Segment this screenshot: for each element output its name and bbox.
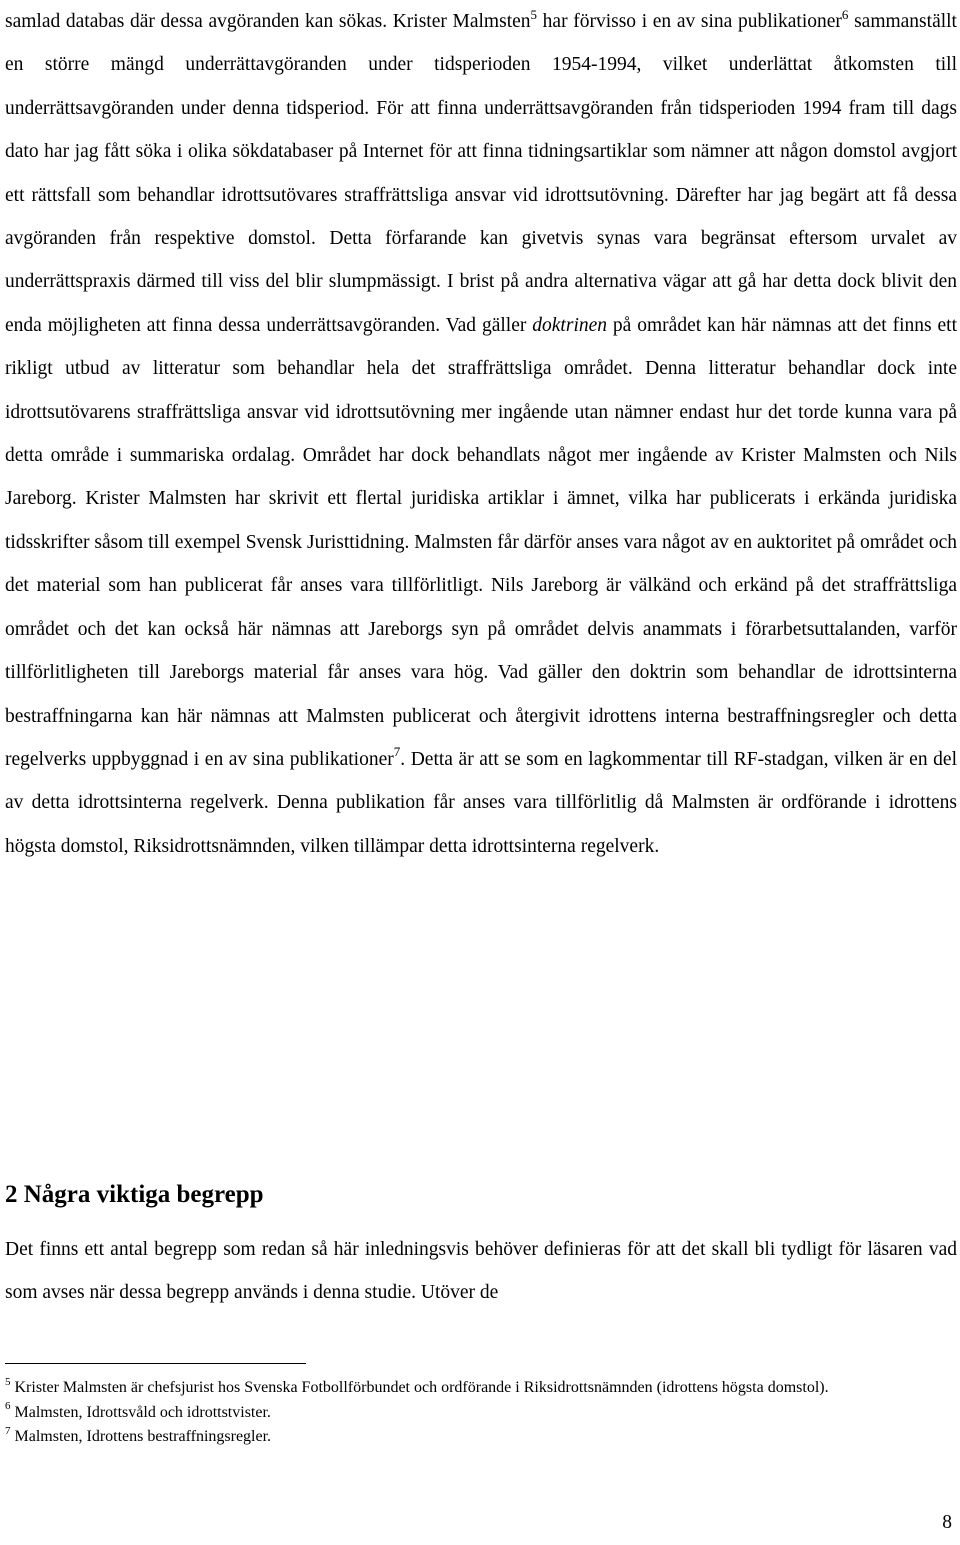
page-number: 8 (942, 1512, 952, 1533)
paragraph-text: sammanställt en större mängd underrättavgöranden under tidsperioden 1954-1994, vilket underlättat åtkomsten till underrättsavgöranden under denna tidsperiod. För att finna underrättsavgöranden från tidsperioden 1994 fram till dags dato har jag fått söka i olika sökdatabaser på Internet för att finna tidningsartiklar som nämner att någon domstol avgjort ett rättsfall som behandlar idrottsutövares straffrättsliga ansvar vid idrottsutövning. Därefter har jag begärt att få dessa avgöranden från respektive domstol. Detta förfarande kan givetvis synas vara begränsat eftersom urvalet av underrättspraxis därmed till viss del blir slumpmässigt. I brist på andra alternativa vägar att gå har detta dock blivit den enda möjligheten att finna dessa underrättsavgöranden. Vad gäller (5, 11, 957, 336)
footnotes (5, 1376, 947, 1450)
body-paragraph-2: Det finns ett antal begrepp som redan så här inledningsvis behöver definieras för att det skall bli tydligt för läsaren vad som avses när dessa begrepp används i denna studie. Utöver de (5, 1239, 957, 1304)
italic-term: doktrinen (532, 314, 608, 336)
footnote-marker: 6 (5, 1400, 11, 1413)
section-heading: 2 Några viktiga begrepp (5, 1181, 264, 1208)
body-paragraph-1 (5, 0, 957, 868)
footnote-marker: 5 (5, 1375, 11, 1388)
footnote-text: Krister Malmsten är chefsjurist hos Svenska Fotbollförbundet och ordförande i Riksidrottsnämnden (idrottens högsta domstol). (10, 1379, 829, 1396)
footnote-ref-5[interactable]: 5 (530, 6, 538, 22)
footnote-marker: 7 (5, 1424, 11, 1437)
paragraph-text: . Detta är att se som en lagkommentar till RF-stadgan, vilken är en del av detta idrottsinterna regelverk. Denna publikation får anses vara tillförlitlig då Malmsten är ordförande i idrottens högsta domstol, Riksidrottsnämnden, vilken tillämpar detta idrottsinterna regelverk. (5, 748, 957, 857)
footnote-text: Malmsten, Idrottsvåld och idrottstvister. (10, 1403, 271, 1421)
paragraph-text: har förvisso i en av sina publikationer (537, 11, 842, 32)
footnote-6 (5, 1401, 947, 1426)
footnote-separator (5, 1363, 306, 1364)
footnote-5 (5, 1376, 947, 1401)
paragraph-text: samlad databas där dessa avgöranden kan sökas. Krister Malmsten (5, 11, 531, 32)
footnote-ref-6[interactable]: 6 (841, 6, 849, 22)
paragraph-text: på området kan här nämnas att det finns ett rikligt utbud av litteratur som behandlar hela det straffrättsliga området. Denna litteratur behandlar dock inte idrottsutövarens straffrättsliga ansvar vid idrottsutövning mer ingående utan nämner endast hur det torde kunna vara på detta område i summariska ordalag. Området har dock behandlats något mer ingående av Krister Malmsten och Nils Jareborg. Krister Malmsten har skrivit ett flertal juridiska artiklar i ämnet, vilka har publicerats i erkända juridiska tidsskrifter såsom till exempel Svensk Juristtidning. Malmsten får därför anses vara något av en auktoritet på området och det material som han publicerat får anses vara tillförlitligt. Nils Jareborg är välkänd och erkänd på det straffrättsliga området och det kan också här nämnas att Jareborgs syn på området delvis anammats i förarbetsuttalanden, varför tillförlitligheten till Jareborgs material får anses vara hög. Vad gäller den doktrin som behandlar de idrottsinterna bestraffningarna kan här nämnas att Malmsten publicerat och återgivit idrottens interna bestraffningsregler och detta regelverks uppbyggnad i en av sina publikationer (5, 314, 958, 770)
footnote-ref-7[interactable]: 7 (393, 744, 401, 760)
footnote-7 (5, 1425, 947, 1450)
footnote-text: Malmsten, Idrottens bestraffningsregler. (10, 1428, 272, 1445)
